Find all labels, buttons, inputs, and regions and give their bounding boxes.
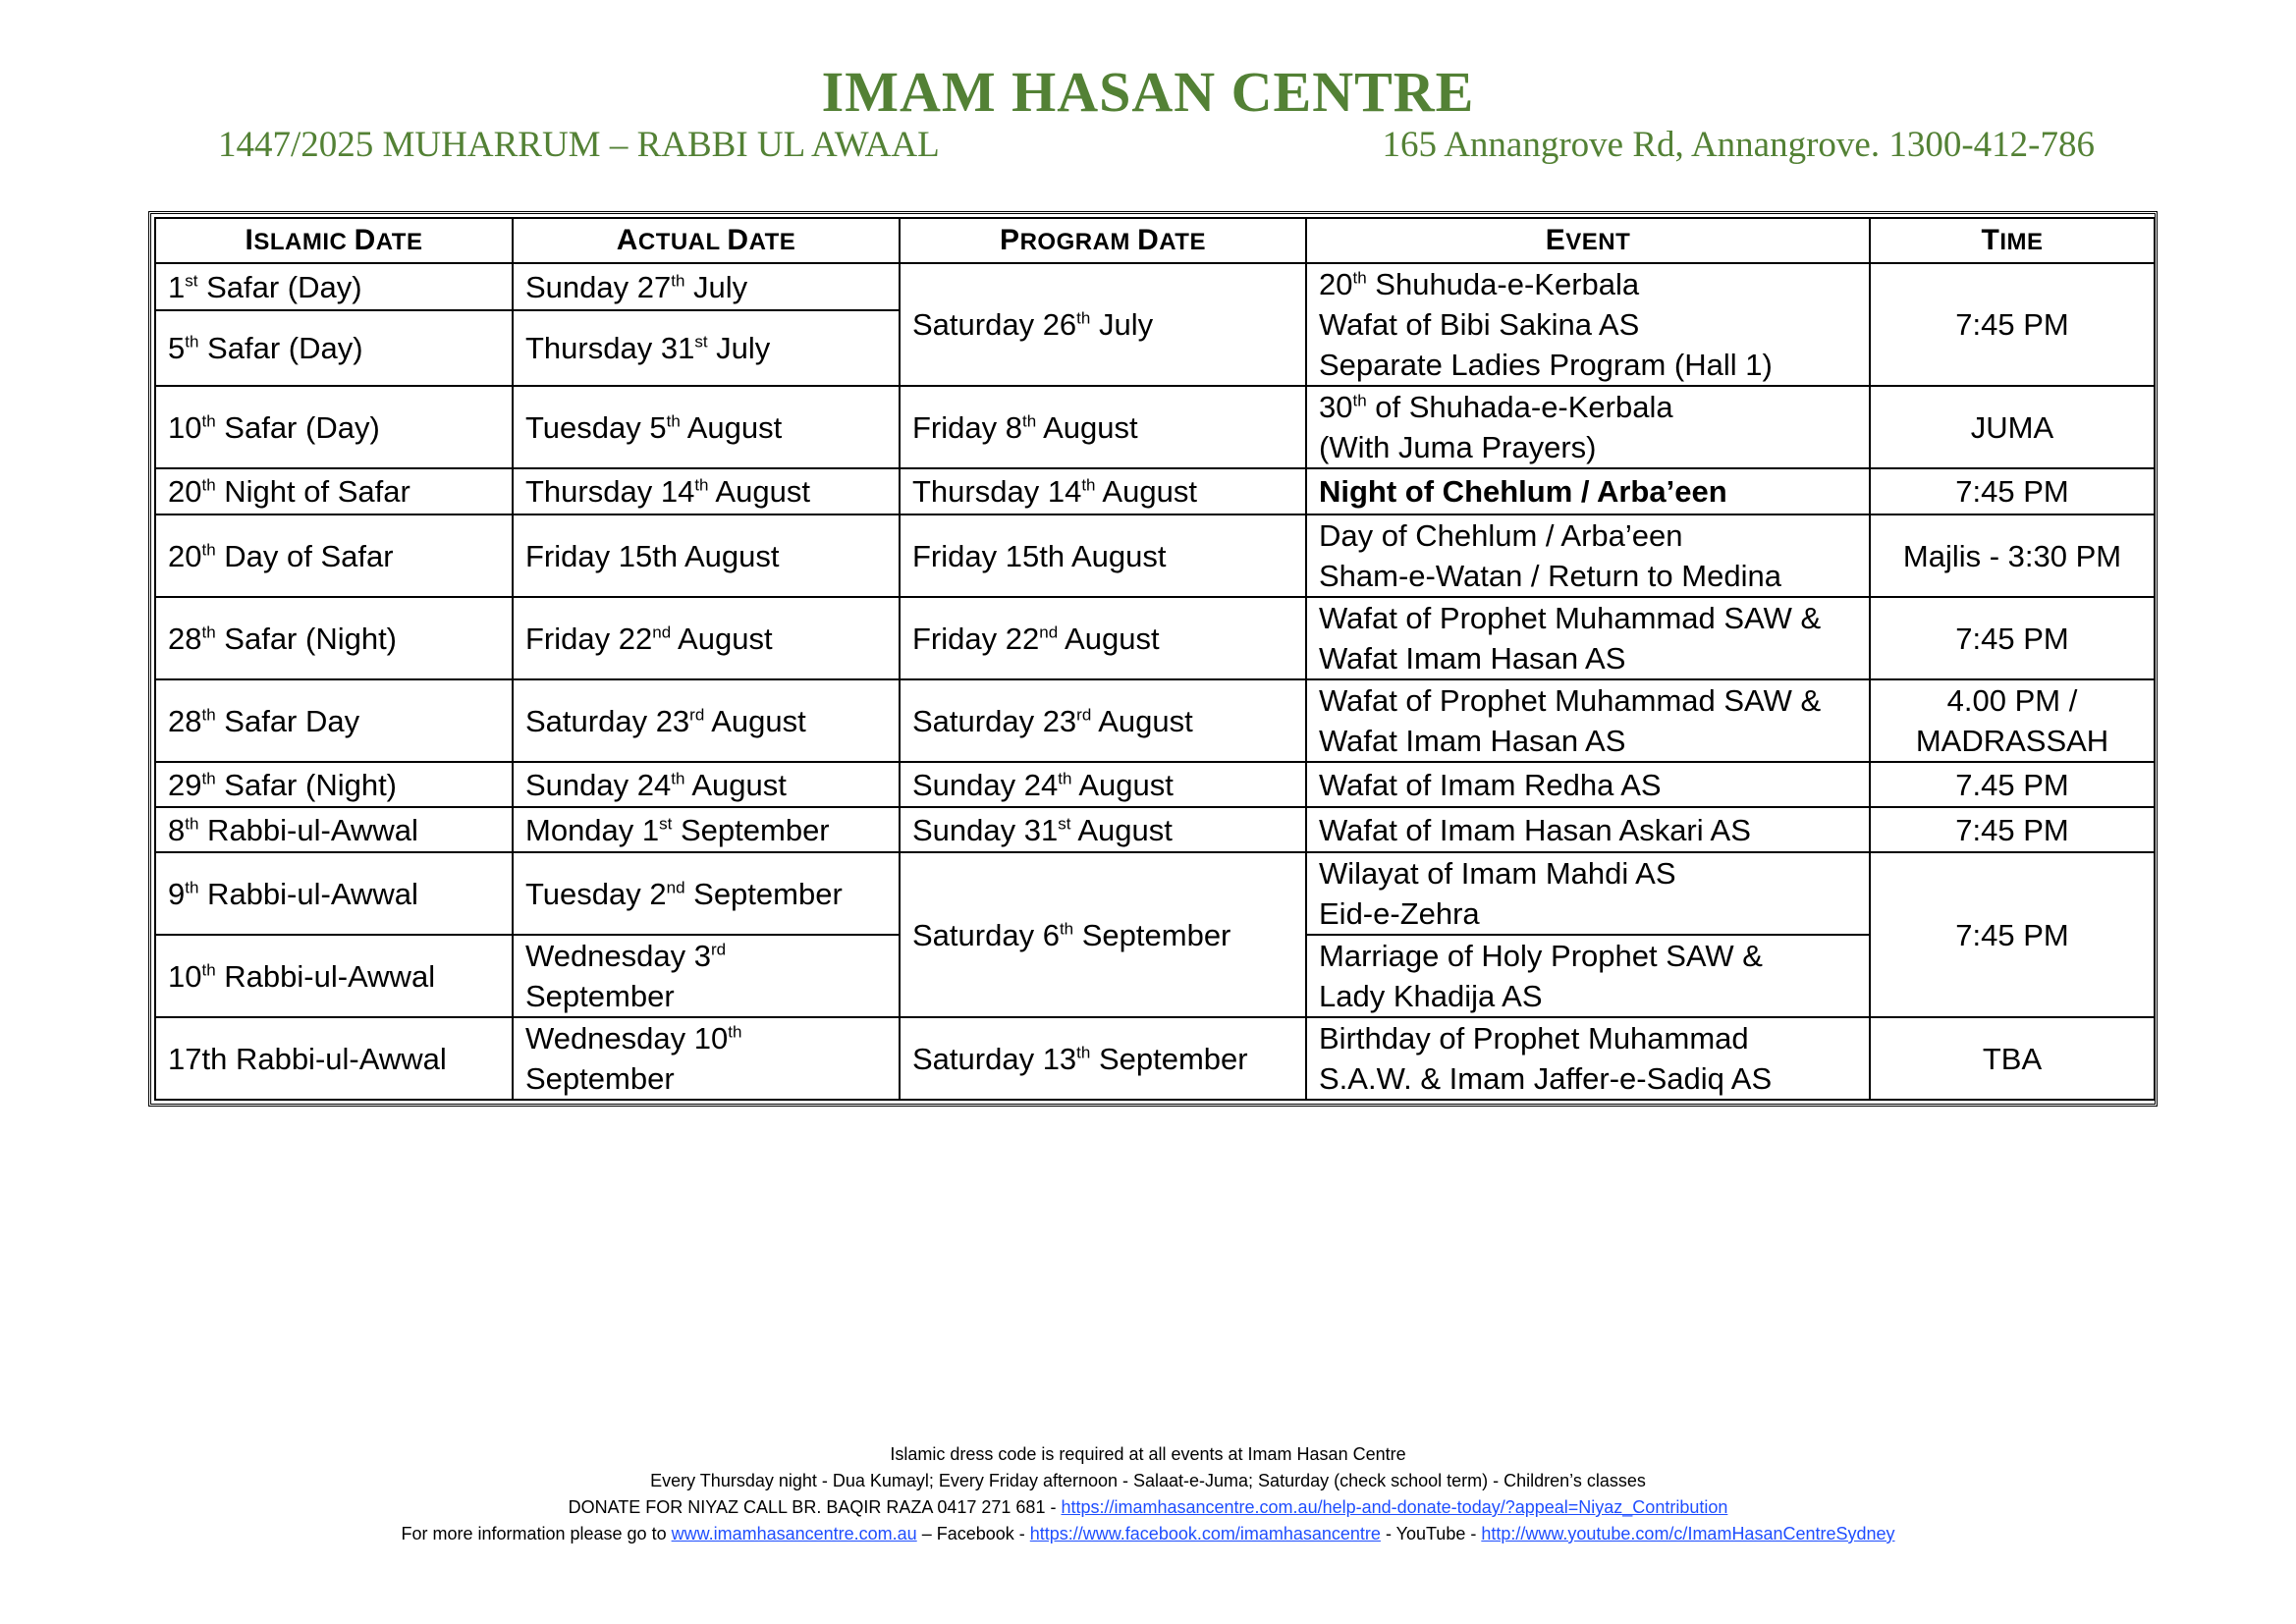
table-row [155,852,2155,935]
actual-date-cell: Wednesday 3rd September [513,935,900,1017]
centre-address: 165 Annangrove Rd, Annangrove. 1300-412-786 [1382,125,2095,165]
time-cell: JUMA [1870,386,2155,468]
event-cell: Day of Chehlum / Arba’een Sham-e-Watan / Return to Medina [1306,514,1870,597]
dress-code-note: Islamic dress code is required at all events at Imam Hasan Centre [890,1444,1406,1464]
time-cell: 7:45 PM [1870,597,2155,679]
islamic-date-cell: 20th Day of Safar [155,514,513,597]
event-cell: Marriage of Holy Prophet SAW & Lady Khadija AS [1306,935,1870,1017]
actual-date-cell: Sunday 27th July [513,263,900,310]
weekly-programs-note: Every Thursday night - Dua Kumayl; Every Friday afternoon - Salaat-e-Juma; Saturday (check school term) - Children’s classes [650,1471,1646,1490]
program-date-cell: Sunday 24th August [900,762,1306,807]
actual-date-cell: Thursday 31st July [513,310,900,386]
time-cell: 7:45 PM [1870,852,2155,1017]
time-cell: TBA [1870,1017,2155,1100]
program-date-cell: Saturday 6th September [900,852,1306,1017]
islamic-date-cell: 28th Safar (Night) [155,597,513,679]
donation-note: DONATE FOR NIYAZ CALL BR. BAQIR RAZA 0417 271 681 - https://imamhasancentre.com.au/help-and-donate-today/?appeal=Niyaz_Contribution [568,1497,1728,1517]
table-row [155,386,2155,468]
islamic-date-cell: 28th Safar Day [155,679,513,762]
more-info-note: For more information please go to www.imamhasancentre.com.au – Facebook - https://www.facebook.com/imamhasancentre - YouTube - http://www.youtube.com/c/ImamHasanCentreSydney [401,1524,1895,1543]
program-date-cell: Saturday 26th July [900,263,1306,386]
actual-date-cell: Saturday 23rd August [513,679,900,762]
program-date-cell: Friday 22nd August [900,597,1306,679]
table-row [155,597,2155,679]
table-row [155,263,2155,310]
schedule-table-frame [148,211,2158,1107]
event-cell: 20th Shuhuda-e-Kerbala Wafat of Bibi Sakina AS Separate Ladies Program (Hall 1) [1306,263,1870,386]
islamic-date-cell: 8th Rabbi-ul-Awwal [155,807,513,852]
program-date-cell: Sunday 31st August [900,807,1306,852]
islamic-date-cell: 5th Safar (Day) [155,310,513,386]
column-header-event: EVENT [1306,218,1870,263]
actual-date-cell: Monday 1st September [513,807,900,852]
actual-date-cell: Tuesday 2nd September [513,852,900,935]
event-cell: Wafat of Imam Redha AS [1306,762,1870,807]
event-cell: Night of Chehlum / Arba’een [1306,468,1870,514]
time-cell: 7:45 PM [1870,263,2155,386]
islamic-date-cell: 20th Night of Safar [155,468,513,514]
table-row [155,762,2155,807]
schedule-table [154,217,2156,1101]
actual-date-cell: Friday 15th August [513,514,900,597]
actual-date-cell: Sunday 24th August [513,762,900,807]
table-row [155,514,2155,597]
actual-date-cell: Wednesday 10th September [513,1017,900,1100]
time-cell: 4.00 PM / MADRASSAH [1870,679,2155,762]
islamic-date-cell: 1st Safar (Day) [155,263,513,310]
table-row [155,679,2155,762]
event-cell: 30th of Shuhada-e-Kerbala (With Juma Prayers) [1306,386,1870,468]
event-cell: Wilayat of Imam Mahdi AS Eid-e-Zehra [1306,852,1870,935]
column-header-time: TIME [1870,218,2155,263]
youtube-link[interactable]: http://www.youtube.com/c/ImamHasanCentreSydney [1481,1524,1895,1543]
actual-date-cell: Thursday 14th August [513,468,900,514]
table-row [155,807,2155,852]
program-date-cell: Saturday 13th September [900,1017,1306,1100]
column-header-islamic-date: ISLAMIC DATE [155,218,513,263]
islamic-date-cell: 10th Safar (Day) [155,386,513,468]
table-row [155,1017,2155,1100]
islamic-date-cell: 17th Rabbi-ul-Awwal [155,1017,513,1100]
islamic-date-cell: 29th Safar (Night) [155,762,513,807]
time-cell: 7.45 PM [1870,762,2155,807]
program-date-cell: Friday 15th August [900,514,1306,597]
column-header-program-date: PROGRAM DATE [900,218,1306,263]
event-cell: Wafat of Imam Hasan Askari AS [1306,807,1870,852]
hijri-period: 1447/2025 MUHARRUM – RABBI UL AWAAL [218,125,940,165]
table-header-row [155,218,2155,263]
time-cell: 7:45 PM [1870,468,2155,514]
donate-link[interactable]: https://imamhasancentre.com.au/help-and-donate-today/?appeal=Niyaz_Contribution [1061,1497,1728,1517]
islamic-date-cell: 9th Rabbi-ul-Awwal [155,852,513,935]
footer [0,1441,2296,1547]
event-cell: Birthday of Prophet Muhammad S.A.W. & Imam Jaffer-e-Sadiq AS [1306,1017,1870,1100]
time-cell: Majlis - 3:30 PM [1870,514,2155,597]
facebook-link[interactable]: https://www.facebook.com/imamhasancentre [1029,1524,1381,1543]
website-link[interactable]: www.imamhasancentre.com.au [671,1524,917,1543]
event-cell: Wafat of Prophet Muhammad SAW & Wafat Imam Hasan AS [1306,597,1870,679]
islamic-date-cell: 10th Rabbi-ul-Awwal [155,935,513,1017]
event-cell: Wafat of Prophet Muhammad SAW & Wafat Imam Hasan AS [1306,679,1870,762]
time-cell: 7:45 PM [1870,807,2155,852]
program-date-cell: Saturday 23rd August [900,679,1306,762]
column-header-actual-date: ACTUAL DATE [513,218,900,263]
table-row [155,468,2155,514]
program-date-cell: Friday 8th August [900,386,1306,468]
page-title: IMAM HASAN CENTRE [821,60,1475,124]
actual-date-cell: Tuesday 5th August [513,386,900,468]
actual-date-cell: Friday 22nd August [513,597,900,679]
program-date-cell: Thursday 14th August [900,468,1306,514]
